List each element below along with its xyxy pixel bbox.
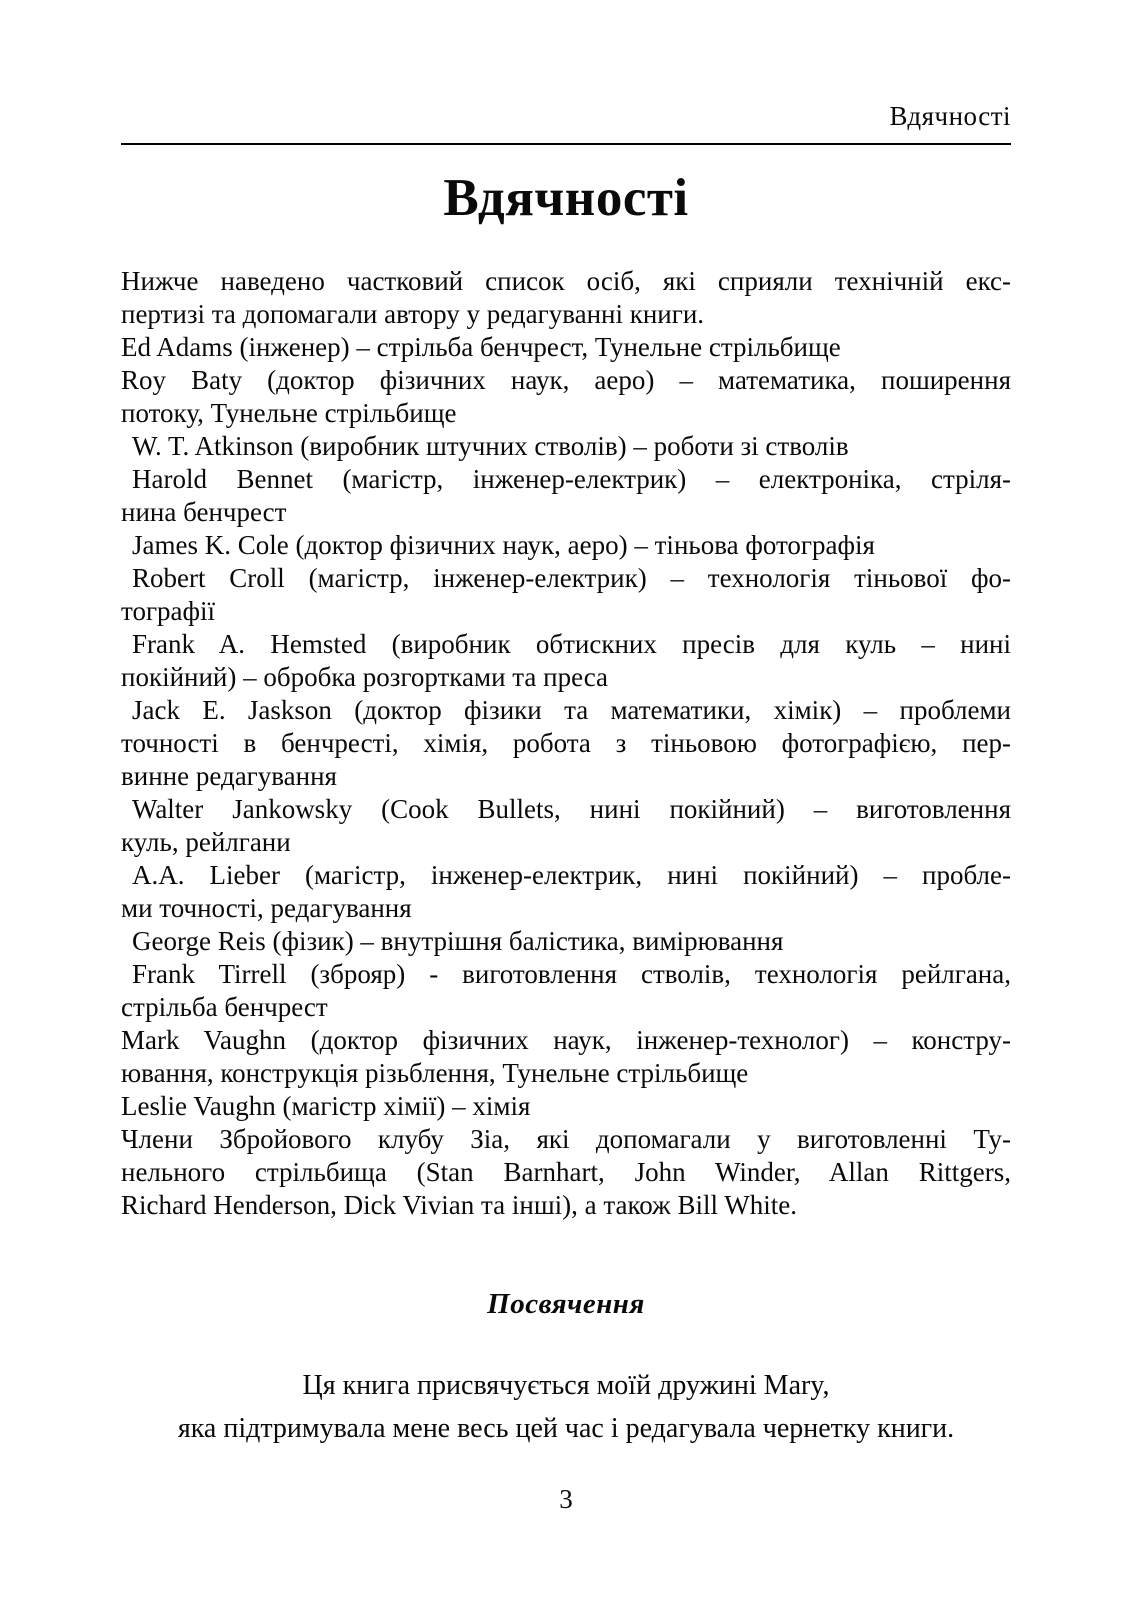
ack-paragraph: [121, 628, 1011, 694]
ack-line: Ed Adams (інженер) – стрільба бенчрест, Тунельне стрільбище: [121, 331, 841, 362]
ack-line: James K. Cole (доктор фізичних наук, аеро) – тіньова фотографія: [132, 529, 875, 560]
ack-line: Frank Tirrell (зброяр) - виготовлення стволів, технологія рейлгана,: [132, 958, 1011, 989]
ack-line: Члени Збройового клубу Зіа, які допомагали у виготовленні Ту-: [121, 1123, 1011, 1154]
dedication-line: яка підтримувала мене весь цей час і редагувала чернетку книги.: [177, 1412, 955, 1444]
ack-line: Richard Henderson, Dick Vivian та інші), а також Bill White.: [121, 1189, 797, 1220]
ack-line: ми точності, редагування: [121, 892, 412, 923]
ack-line: Frank A. Hemsted (виробник обтискних пресів для куль – нині: [132, 628, 1011, 659]
ack-paragraph: [121, 364, 1011, 430]
header-rule: [121, 143, 1011, 145]
ack-line: пертизі та допомагали автору у редагуванні книги.: [121, 298, 705, 329]
ack-paragraph: [121, 265, 1011, 331]
dedication-heading: Посвячення: [487, 1287, 645, 1320]
ack-line: W. T. Atkinson (виробник штучних стволів) – роботи зі стволів: [132, 430, 849, 461]
ack-line: Roy Baty (доктор фізичних наук, аеро) – математика, поширення: [121, 364, 1011, 395]
ack-line: винне редагування: [121, 760, 337, 791]
ack-line: нина бенчрест: [121, 496, 287, 527]
ack-line: стрільба бенчрест: [121, 991, 328, 1022]
ack-line: Harold Bennet (магістр, інженер-електрик) – електроніка, стріля-: [132, 463, 1011, 494]
page-number: 3: [559, 1483, 573, 1514]
ack-line: George Reis (фізик) – внутрішня балістика, вимірювання: [132, 925, 784, 956]
dedication-line: Ця книга присвячується моїй дружині Mary,: [302, 1369, 830, 1401]
ack-paragraph: [121, 1123, 1011, 1222]
running-header: Вдячності: [889, 101, 1011, 131]
ack-paragraph: [121, 529, 1011, 562]
ack-line: точності в бенчресті, хімія, робота з тіньовою фотографією, пер-: [121, 727, 1011, 758]
ack-line: нельного стрільбища (Stan Barnhart, John Winder, Allan Rittgers,: [121, 1156, 1011, 1187]
ack-paragraph: [121, 958, 1011, 1024]
ack-paragraph: [121, 694, 1011, 793]
ack-line: Robert Croll (магістр, інженер-електрик) – технологія тіньової фо-: [132, 562, 1011, 593]
acknowledgements: [121, 265, 1011, 1222]
page-title: Вдячності: [443, 169, 689, 227]
ack-line: Jack E. Jaskson (доктор фізики та математики, хімік) – проблеми: [132, 694, 1011, 725]
ack-line: потоку, Тунельне стрільбище: [121, 397, 457, 428]
ack-paragraph: [121, 331, 1011, 364]
ack-paragraph: [121, 1024, 1011, 1090]
ack-line: Walter Jankowsky (Cook Bullets, нині покійний) – виготовлення: [132, 793, 1011, 824]
ack-paragraph: [121, 925, 1011, 958]
ack-line: Leslie Vaughn (магістр хімії) – хімія: [121, 1090, 531, 1121]
ack-line: куль, рейлгани: [121, 826, 291, 857]
ack-line: покійний) – обробка розгортками та преса: [121, 661, 609, 692]
ack-paragraph: [121, 430, 1011, 463]
ack-paragraph: [121, 793, 1011, 859]
ack-line: A.A. Lieber (магістр, інженер-електрик, нині покійний) – пробле-: [132, 859, 1011, 890]
dedication: [121, 1364, 1011, 1450]
ack-line: Нижче наведено частковий список осіб, які сприяли технічній екс-: [121, 265, 1011, 296]
ack-paragraph: [121, 562, 1011, 628]
ack-line: ювання, конструкція різьблення, Тунельне стрільбище: [121, 1057, 749, 1088]
ack-line: Mark Vaughn (доктор фізичних наук, інженер-технолог) – констру-: [121, 1024, 1011, 1055]
ack-paragraph: [121, 859, 1011, 925]
ack-line: тографії: [121, 595, 215, 626]
ack-paragraph: [121, 463, 1011, 529]
ack-paragraph: [121, 1090, 1011, 1123]
